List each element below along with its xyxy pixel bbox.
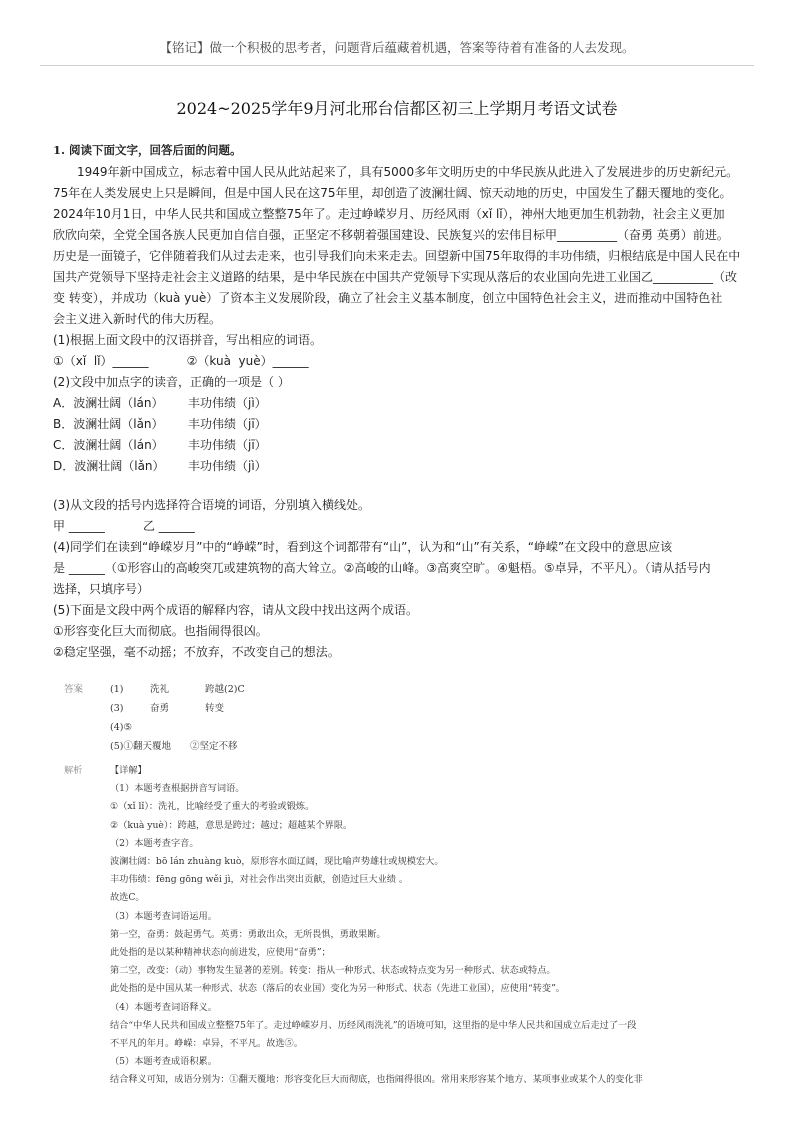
analysis-line: （2）本题考查字音。 [110,837,199,849]
option-d [53,456,743,477]
sub-question-5: (5)下面是文段中两个成语的解释内容，请从文段中找出这两个成语。 [53,603,419,617]
analysis-line: 【详解】 [110,765,147,776]
analysis-line: （1）本题考查根据拼音写词语。 [110,783,245,795]
analysis-label: 解析 [64,765,83,776]
answer-row [110,718,744,737]
passage-line: 会主义进入新时代的伟大历程。 [53,312,222,326]
exam-title: 2024~2025学年9月河北邢台信都区初三上学期月考语文试卷 [176,99,618,118]
option-text: D．波澜壮阔（lǎn） [53,459,165,473]
analysis-line: ②（kuà yuè）：跨越，意思是跨过；越过；超越某个界限。 [110,819,353,831]
sub-question-5-item: ②稳定坚强，毫不动摇；不放弃，不改变自己的想法。 [53,645,340,659]
sub-question-1: (1)根据上面文段中的汉语拼音，写出相应的词语。 [53,333,322,347]
answer-cell: 洗礼 [150,684,170,695]
option-text: 丰功伟绩（jì） [188,459,267,473]
option-text: 丰功伟绩（jī） [188,417,267,431]
passage-line: 1949年新中国成立，标志着中国人民从此站起来了，具有5000多年文明历史的中华民族从此进入了发展进步的历史新纪元。 [77,165,739,179]
sub-question-3-blanks: 甲 ______ 乙 ______ [53,519,195,533]
analysis-line: 波澜壮阔：bō lán zhuàng kuò，原形容水面辽阔，现比喻声势雄壮或规模宏大。 [110,856,444,868]
answer-section [64,680,744,756]
question-1 [53,140,743,663]
motto-header: 【铭记】做一个积极的思考者，问题背后蕴藏着机遇，答案等待着有准备的人去发现。 [159,40,635,55]
passage-line: 2024年10月1日，中华人民共和国成立整整75年了。走过峥嵘岁月、历经风雨（xǐ lǐ），神州大地更加生机勃勃，社会主义更加 [53,207,725,221]
sub-question-3: (3)从文段的括号内选择符合语境的词语，分别填入横线处。 [53,498,371,512]
passage-line: 欣欣向荣，全党全国各族人民更加自信自强，正坚定不移朝着强国建设、民族复兴的宏伟目标甲__________（奋勇 英勇）前进。 [53,228,729,242]
option-text: 丰功伟绩（jì） [188,396,267,410]
answer-row [110,680,744,699]
analysis-line: 结合释义可知，成语分别为：①翻天覆地：形容变化巨大而彻底，也指闹得很凶。常用来形容某个地方、某项事业或某个人的变化非 [110,1074,643,1086]
answer-cell: (3) [110,703,124,714]
option-a [53,393,743,414]
sub-question-4: (4)同学们在读到“峥嵘岁月”中的“峥嵘”时，看到这个词都带有“山”，认为和“山”有关系，“峥嵘”在文段中的意思应该 [53,540,673,554]
analysis-section [64,762,744,1090]
option-text: C．波澜壮阔（lán） [53,438,164,452]
analysis-line: （3）本题考查词语运用。 [110,910,217,922]
analysis-line: 此处指的是以某种精神状态向前进发，应使用“奋勇”； [110,947,331,959]
sub-question-1-blanks: ①（xǐ lǐ）______ ②（kuà yuè）______ [53,354,309,368]
analysis-line: 结合“中华人民共和国成立整整75年了。走过峥嵘岁月、历经风雨洗礼”的语境可知，这里指的是中华人民共和国成立后走过了一段 [110,1019,637,1031]
sub-question-4: 选择，只填序号） [53,582,150,596]
answer-cell: 奋勇 [150,703,170,714]
analysis-line: 此处指的是中国从某一种形式、状态（落后的农业国）变化为另一种形式、状态（先进工业国），应使用“转变”。 [110,983,565,995]
answer-cell: (5)①翻天覆地 [110,741,171,752]
sub-question-4: 是 ______（①形容山的高峻突兀或建筑物的高大耸立。②高峻的山峰。③高爽空旷。④魁梧。⑤卓异，不平凡）。（请从括号内 [53,561,711,575]
passage-line: 变 转变），并成功（kuà yuè）了资本主义发展阶段，确立了社会主义基本制度，创立中国特色社会主义，进而推动中国特色社 [53,291,723,305]
answer-cell: (4)⑤ [110,722,132,733]
analysis-line: 第一空，奋勇：鼓起勇气。英勇：勇敢出众，无所畏惧，勇敢果断。 [110,928,386,940]
answer-row [110,737,744,756]
analysis-line: 不平凡的年月。峥嵘：卓异，不平凡。故选⑤。 [110,1038,303,1050]
analysis-line: （5）本题考查成语积累。 [110,1056,217,1068]
analysis-line: 第二空，改变：（动）事物发生显著的差别。转变：指从一种形式、状态或特点变为另一种形式、状态或特点。 [110,965,556,977]
answer-label: 答案 [64,684,84,695]
analysis-line: ①（xǐ lǐ）：洗礼，比喻经受了重大的考验或锻炼。 [110,801,315,813]
answer-cell: 转变 [205,703,225,714]
answer-row [110,699,744,718]
analysis-line: 丰功伟绩：fēng gōng wěi jì，对社会作出突出贡献，创造过巨大业绩 。 [110,874,409,886]
header-divider [40,65,754,66]
passage-line: 75年在人类发展史上只是瞬间，但是中国人民在这75年里，却创造了波澜壮阔、惊天动地的历史，中国发生了翻天覆地的变化。 [53,186,732,200]
answer-cell: (1) [110,684,124,695]
option-text: 丰功伟绩（jī） [188,438,267,452]
analysis-line: （4）本题考查词语释义。 [110,1001,217,1013]
passage-line: 国共产党领导下坚持走社会主义道路的结果，是中华民族在中国共产党领导下实现从落后的农业国向先进工业国乙__________（改 [53,270,738,284]
option-text: A．波澜壮阔（lán） [53,396,164,410]
reading-passage [53,162,743,330]
sub-question-5-item: ①形容变化巨大而彻底。也指闹得很凶。 [53,624,268,638]
passage-line: 历史是一面镜子，它伴随着我们从过去走来，也引导我们向未来走去。回望新中国75年取得的丰功伟绩，归根结底是中国人民在中 [53,249,741,263]
question-number: 1. 阅读下面文字，回答后面的问题。 [53,143,242,157]
sub-question-2: (2)文段中加点字的读音，正确的一项是（ ） [53,375,290,389]
analysis-line: 故选C。 [110,892,145,904]
answer-cell: 跨越(2)C [205,684,245,695]
option-text: B．波澜壮阔（lǎn） [53,417,164,431]
answer-cell: ②坚定不移 [190,741,238,752]
option-b [53,414,743,435]
option-c [53,435,743,456]
